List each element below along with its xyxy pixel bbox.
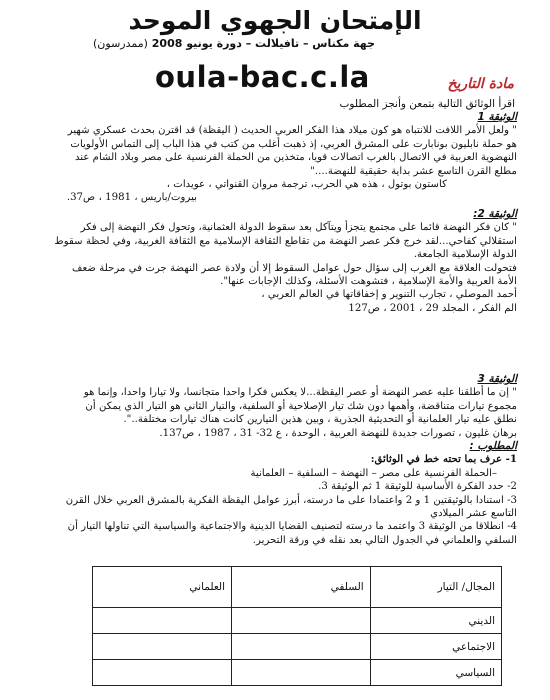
table-cell-empty xyxy=(232,608,371,634)
table-row xyxy=(93,660,502,686)
tasks-title: المطلوب : xyxy=(469,440,517,452)
document-2-source: أحمد الموصلي ، تجارب التنوير و إخفاقاتها في العالم العربي ، xyxy=(261,289,517,301)
task-item: 1- عرف بما تحته خط في الوثائق: xyxy=(370,453,517,466)
document-1-title: الوثيقة 1 xyxy=(477,111,517,123)
table-cell-empty xyxy=(93,660,232,686)
task-item: 4- انطلاقا من الوثيقة 3 واعتمد ما درسته لتصنيف القضايا الدينية والاجتماعية والسياسية التي تناولها التيار أن xyxy=(67,521,517,533)
tasks-section xyxy=(27,440,517,547)
exam-title: الإمتحان الجهوي الموحد xyxy=(128,6,422,35)
document-1-line: النهضوية العربية في الاتصال بالغرب اتصالات قويا، متخذين من الحملة الفرنسية على مصر وبلاد الشام عند xyxy=(74,152,517,164)
task-item: السلفي والعلماني في الجدول التالي بعد نقله في ورقة التحرير. xyxy=(252,534,517,546)
document-1-line: " ولعل الأمر اللافت للانتباه هو كون ميلاد هذا الفكر العربي الحديث ( اليقظة) قد اقترن بحدث عسكري شهير xyxy=(67,125,517,137)
document-1 xyxy=(27,111,517,205)
document-3-line: نطلق عليه تيار العلمانية أو التحديثية الجذرية ، وبين هذين التيارين كانت هناك تيارات مختلفة..". xyxy=(123,414,517,426)
document-1-line: هو حملة نابليون بونابارت على المشرق العربي، إذ ذهبت أغلب من كتب في هذا الباب إلى التماس الأولويات xyxy=(70,138,517,150)
document-2-line: استقلالي كفاحي...لقد خرج فكر عصر النهضة من تقاطع الثقافة الإسلامية مع الثقافة الغربية، وفي لحظة سقوط xyxy=(54,235,517,247)
table-header-cell: المجال/ التيار xyxy=(370,567,501,608)
table-row-label: السياسي xyxy=(370,660,501,686)
document-2-line: فتحولت العلاقة مع الغرب إلى سؤال حول عوامل السقوط إلا أن ولادة عصر النهضة جرت في مرحلة ضعف xyxy=(71,262,517,274)
document-2-line: الأمة العربية والأمة الإسلامية ، فتشوهت الأسئلة، وكذلك الإجابات عنها". xyxy=(220,276,517,288)
table-row-label: الديني xyxy=(370,608,501,634)
exam-region-session: جهة مكناس – تافيلالت – دورة يونيو 2008 xyxy=(151,37,375,50)
table-header-cell: العلماني xyxy=(93,567,232,608)
table-header-cell: السلفي xyxy=(232,567,371,608)
document-1-line: مطلع القرن التاسع عشر بداية حقيقية للنهضة...." xyxy=(310,165,517,177)
document-3-line: مجموع تيارات متناقضة، وأهمها دون شك تيار الإصلاحية أو السلفية، والتيار الثاني هو التيار الذي يمكن أن xyxy=(85,400,517,412)
task-item: 3- استنادا بالوثيقتين 1 و 2 واعتمادا على ما درسته، أبرز عوامل اليقظة الفكرية بالمشرق العربي خلال القرن xyxy=(65,494,517,506)
table-header-row xyxy=(93,567,502,608)
site-watermark: oula-bac.c.la xyxy=(155,60,370,94)
document-3-line: " إن ما أطلقنا عليه عصر النهضة أو عصر اليقظة...لا يعكس فكرا واحدا متجانسا، ولا تيارا واحدا، وإنما هو xyxy=(83,387,517,399)
document-3-source: برهان غليون ، تصورات جديدة للنهضة العربية ، الوحدة ، ع 32- 31 ، 1987 ، ص137. xyxy=(159,427,517,439)
table-cell-empty xyxy=(232,634,371,660)
task-item: التاسع عشر الميلادي xyxy=(430,508,517,520)
general-instruction: اقرأ الوثائق التالية بتمعن وأنجز المطلوب xyxy=(339,98,515,110)
table-cell-empty xyxy=(93,634,232,660)
table-row xyxy=(93,608,502,634)
document-1-source-2: بيروت/باريس ، 1981 ، ص37. xyxy=(66,192,197,204)
table-cell-empty xyxy=(93,608,232,634)
document-2 xyxy=(27,208,517,315)
exam-subtitle xyxy=(93,37,375,50)
document-3-title: الوثيقة 3 xyxy=(477,373,517,385)
document-2-line: الدولة الإسلامية الجامعة. xyxy=(413,249,517,261)
table-row-label: الاجتماعي xyxy=(370,634,501,660)
exam-candidate-type: (ممدرسون) xyxy=(93,37,148,50)
classification-table xyxy=(92,566,502,686)
document-1-source: كاستون بوتول ، هذه هي الحرب، ترجمة مروان القنواتي ، عويدات ، xyxy=(166,179,447,191)
task-item: –الحملة الفرنسية على مصر – النهضة – السلفية – العلمانية xyxy=(250,467,497,479)
table-cell-empty xyxy=(232,660,371,686)
task-item: 2- حدد الفكرة الأساسية للوثيقة 1 ثم الوثيقة 3. xyxy=(318,481,517,493)
document-2-title: الوثيقة 2: xyxy=(473,208,517,220)
subject-title: مادة التاريخ xyxy=(447,76,514,92)
table-row xyxy=(93,634,502,660)
document-2-source-2: الم الفكر ، المجلد 29 ، 2001 ، ص127 xyxy=(348,302,517,314)
document-2-line: " كان فكر النهضة قائما على مجتمع يتجزأ ويتآكل بعد سقوط الدولة العثمانية، وتحول فكر النهضة إلى فكر xyxy=(80,222,517,234)
document-3 xyxy=(27,373,517,440)
